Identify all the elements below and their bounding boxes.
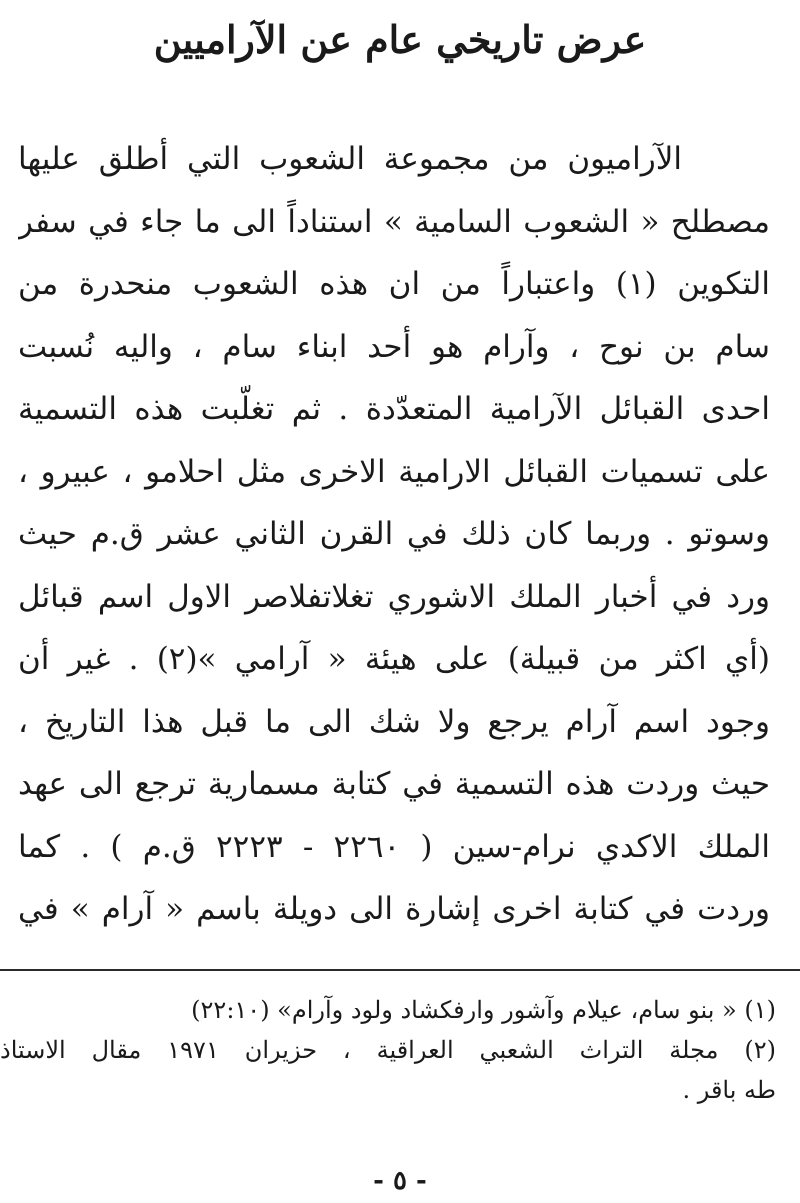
footnote-divider <box>0 969 800 971</box>
body-line: وسوتو . وربما كان ذلك في القرن الثاني عشر ق.م حيث <box>18 516 770 552</box>
body-line: حيث وردت هذه التسمية في كتابة مسمارية ترجع الى عهد <box>18 766 770 802</box>
body-line: وردت في كتابة اخرى إشارة الى دويلة باسم « آرام » في <box>18 891 770 927</box>
page-number: - ٥ - <box>373 1166 427 1196</box>
body-line: احدى القبائل الآرامية المتعدّدة . ثم تغلّبت هذه التسمية <box>18 391 770 427</box>
footnote-1: (١) « بنو سام، عيلام وآشور وارفكشاد ولود وآرام» (٢٢:١٠) <box>191 996 776 1024</box>
body-line: مصطلح « الشعوب السامية » استناداً الى ما جاء في سفر <box>18 203 770 240</box>
page-title: عرض تاريخي عام عن الآراميين <box>153 17 647 62</box>
body-line: الملك الاكدي نرام-سين ( ٢٢٦٠ - ٢٢٢٣ ق.م ) . كما <box>18 828 770 865</box>
body-line: الآراميون من مجموعة الشعوب التي أطلق عليها <box>18 141 682 177</box>
body-line: وجود اسم آرام يرجع ولا شك الى ما قبل هذا التاريخ ، <box>18 703 770 740</box>
body-line: (أي اكثر من قبيلة) على هيئة « آرامي »(٢) . غير أن <box>18 641 770 677</box>
body-line: على تسميات القبائل الارامية الاخرى مثل احلامو ، عبيرو ، <box>18 453 770 490</box>
footnotes <box>0 990 776 1110</box>
body-line: التكوين (١) واعتباراً من ان هذه الشعوب منحدرة من <box>18 266 770 302</box>
body-line: ورد في أخبار الملك الاشوري تغلاتفلاصر الاول اسم قبائل <box>18 578 770 615</box>
body-line: سام بن نوح ، وآرام هو أحد ابناء سام ، واليه نُسبت <box>18 328 770 365</box>
body-text <box>18 128 770 941</box>
footnote-2: (٢) مجلة التراث الشعبي العراقية ، حزيران ١٩٧١ مقال الاستاذ <box>0 1036 776 1064</box>
footnote-2-continuation: طه باقر . <box>682 1076 776 1104</box>
